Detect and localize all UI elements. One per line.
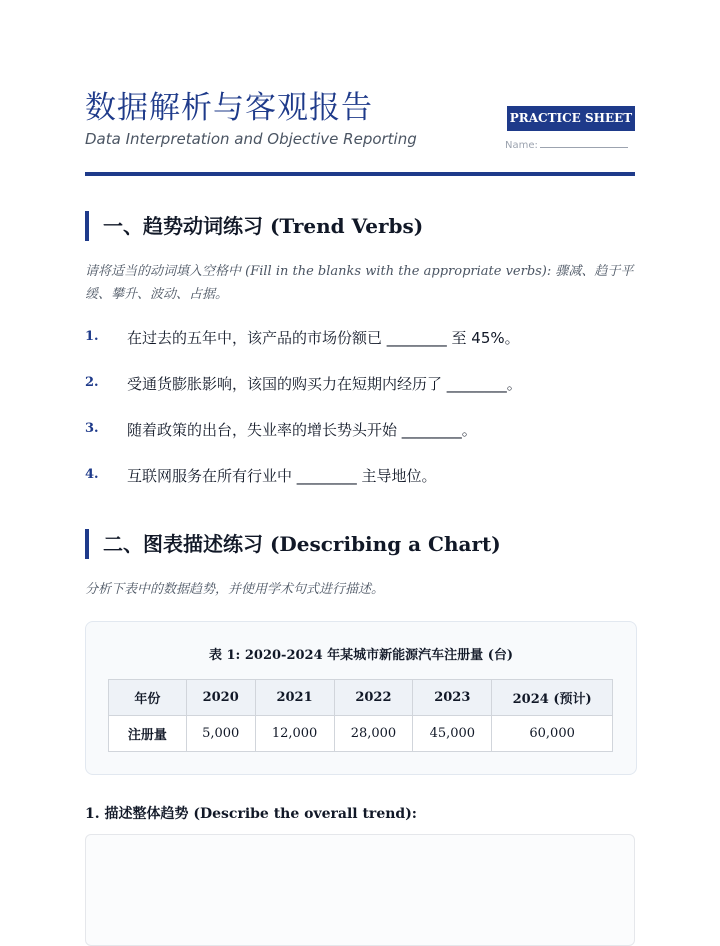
column-header: 2021 [255, 680, 334, 716]
table-cell: 12,000 [255, 716, 334, 752]
question-text: 受通货膨胀影响，该国的购买力在短期内经历了 ________。 [127, 375, 522, 393]
section-title-trend-verbs: 一、趋势动词练习 (Trend Verbs) [85, 211, 423, 241]
table-row [109, 716, 613, 752]
name-field[interactable] [505, 138, 628, 151]
column-header: 2023 [413, 680, 492, 716]
name-blank-line[interactable] [540, 138, 628, 148]
table-cell: 28,000 [334, 716, 413, 752]
overall-trend-question: 1. 描述整体趋势 (Describe the overall trend): [85, 806, 417, 822]
table-cell: 60,000 [492, 716, 613, 752]
section1-instruction: 请将适当的动词填入空格中 (Fill in the blanks with the appropriate verbs): 骤减、趋于平缓、攀升、波动、占据。 [85, 264, 634, 302]
question-text: 在过去的五年中，该产品的市场份额已 ________ 至 45%。 [127, 329, 520, 347]
header-divider [85, 172, 635, 176]
question-text: 互联网服务在所有行业中 ________ 主导地位。 [127, 467, 437, 485]
table-cell: 5,000 [186, 716, 255, 752]
table-cell: 45,000 [413, 716, 492, 752]
question-number: 2. [85, 375, 99, 390]
section-title-describing-chart: 二、图表描述练习 (Describing a Chart) [85, 529, 501, 559]
question-number: 3. [85, 421, 99, 436]
question-number: 4. [85, 467, 99, 482]
column-header: 2024 (预计) [492, 680, 613, 716]
column-header: 2022 [334, 680, 413, 716]
question-number: 1. [85, 329, 99, 344]
question-text: 随着政策的出台，失业率的增长势头开始 ________。 [127, 421, 477, 439]
table-caption: 表 1: 2020-2024 年某城市新能源汽车注册量 (台) [208, 648, 513, 663]
table-header-row [109, 680, 613, 716]
data-table-card [85, 621, 637, 775]
page-title: 数据解析与客观报告 [85, 90, 373, 126]
answer-box[interactable] [85, 834, 635, 946]
column-header: 2020 [186, 680, 255, 716]
page-subtitle: Data Interpretation and Objective Reporting [85, 130, 417, 148]
row-header: 注册量 [109, 716, 187, 752]
practice-sheet-badge: PRACTICE SHEET [507, 106, 635, 131]
registration-table [108, 679, 613, 752]
name-label: Name: [505, 140, 538, 151]
column-header: 年份 [109, 680, 187, 716]
section2-instruction: 分析下表中的数据趋势，并使用学术句式进行描述。 [85, 582, 385, 597]
